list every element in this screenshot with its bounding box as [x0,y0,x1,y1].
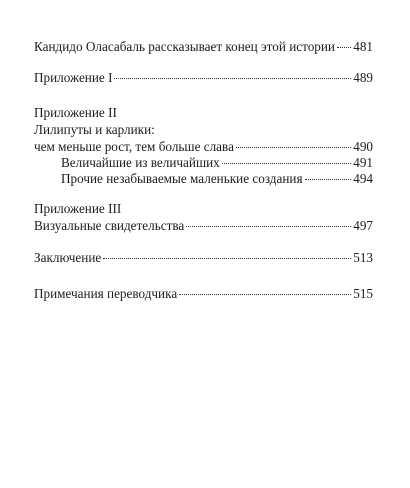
toc-entry-olasabal[interactable] [34,38,373,56]
toc-entry-page: 481 [353,39,373,54]
appendix-3-heading: Приложение III [34,201,122,216]
dot-leader [222,163,351,164]
toc-entry-title: Кандидо Оласабаль рассказывает конец этой истории [34,39,335,54]
appendix-2-subheading: Лилипуты и карлики: [34,122,155,137]
dot-leader [337,47,351,48]
toc-entry-page: 491 [353,155,373,170]
toc-entry-page: 494 [353,171,373,186]
toc-entry-translator-notes[interactable] [34,285,373,303]
toc-entry-title: чем меньше рост, тем больше слава [34,139,234,154]
toc-entry-title: Приложение I [34,70,113,85]
toc-entry-page: 497 [353,218,373,233]
appendix-2-heading: Приложение II [34,105,117,120]
dot-leader [236,147,351,148]
toc-entry-title: Визуальные свидетельства [34,218,185,233]
dot-leader [103,258,351,259]
dot-leader [114,78,351,79]
toc-entry-title: Примечания переводчика [34,286,178,301]
toc-entry-appendix-1[interactable] [34,69,373,87]
toc-entry-visual-evidence[interactable] [34,217,373,235]
dot-leader [179,294,351,295]
toc-entry-title: Прочие незабываемые маленькие создания [61,171,303,186]
toc-entry-page: 513 [353,250,373,265]
toc-entry-page: 489 [353,70,373,85]
dot-leader [305,179,352,180]
toc-entry-page: 515 [353,286,373,301]
dot-leader [186,226,351,227]
toc-entry-title: Величайшие из величайших [61,155,220,170]
toc-entry-title: Заключение [34,250,102,265]
toc-entry-other-creatures[interactable] [61,170,373,188]
toc-entry-conclusion[interactable] [34,249,373,267]
toc-entry-page: 490 [353,139,373,154]
